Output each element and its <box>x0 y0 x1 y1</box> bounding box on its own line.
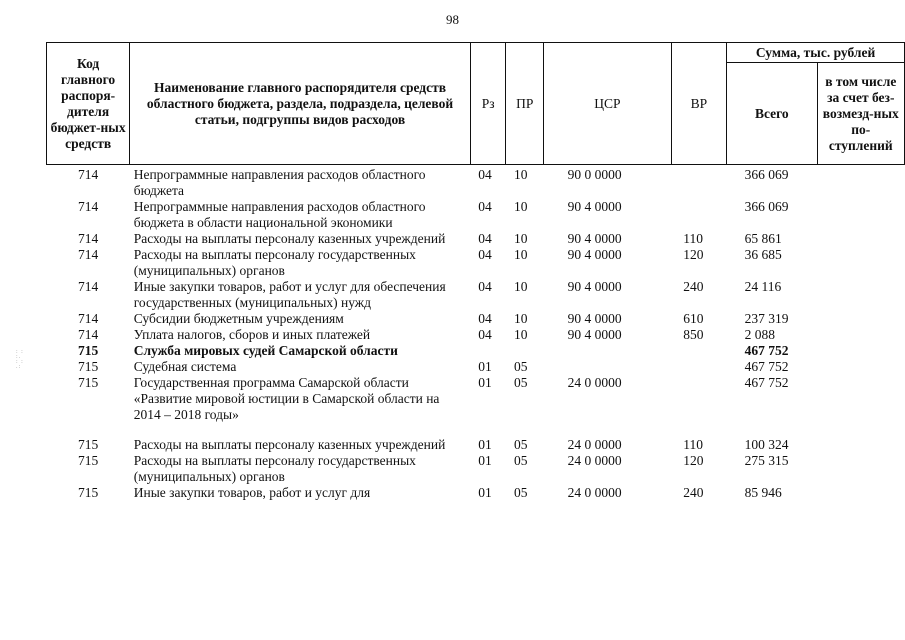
row-rz: 04 <box>478 279 492 294</box>
row-code: 714 <box>77 231 99 246</box>
table-row <box>47 437 905 453</box>
row-total: 467 752 <box>744 375 789 390</box>
row-pr: 10 <box>513 279 528 294</box>
row-pr: 10 <box>513 199 528 214</box>
table-row <box>47 453 905 485</box>
row-pr: 10 <box>513 167 528 182</box>
row-code: 714 <box>77 279 99 294</box>
row-total: 24 116 <box>744 279 782 294</box>
row-name: Иные закупки товаров, работ и услуг для <box>133 485 371 500</box>
table-header <box>47 43 905 165</box>
row-code: 715 <box>77 485 99 500</box>
row-csr: 90 4 0000 <box>567 247 622 262</box>
table-row <box>47 327 905 343</box>
budget-table <box>46 42 905 501</box>
row-total: 467 752 <box>744 343 789 358</box>
row-pr: 05 <box>513 485 528 500</box>
table-body <box>47 165 905 502</box>
row-rz: 04 <box>478 327 492 342</box>
row-vr <box>671 165 726 200</box>
row-total: 100 324 <box>744 437 789 452</box>
row-code: 715 <box>77 375 99 390</box>
row-name: Расходы на выплаты персоналу государственных (муниципальных) органов <box>133 453 416 484</box>
header-vr: ВР <box>671 43 726 165</box>
row-total: 275 315 <box>744 453 789 468</box>
row-name: Иные закупки товаров, работ и услуг для обеспечения государственных (муниципальных) нужд <box>133 279 446 310</box>
row-grants <box>817 199 904 231</box>
row-rz: 04 <box>478 311 492 326</box>
row-csr <box>544 343 672 359</box>
table-row <box>47 247 905 279</box>
row-csr: 24 0 0000 <box>567 437 622 452</box>
table-row <box>47 199 905 231</box>
row-name: Государственная программа Самарской области «Развитие мировой юстиции в Самарской области на 2014 – 2018 годы» <box>133 375 440 422</box>
row-total: 366 069 <box>744 167 789 182</box>
row-rz: 01 <box>478 485 492 500</box>
row-rz: 01 <box>478 359 492 374</box>
row-name: Расходы на выплаты персоналу казенных учреждений <box>133 437 446 452</box>
row-csr: 24 0 0000 <box>567 375 622 390</box>
row-pr: 05 <box>513 453 528 468</box>
row-rz: 01 <box>478 437 492 452</box>
row-code: 715 <box>77 359 99 374</box>
row-vr: 110 <box>683 437 703 452</box>
row-code: 714 <box>77 247 99 262</box>
row-name: Расходы на выплаты персоналу казенных учреждений <box>133 231 446 246</box>
row-rz: 01 <box>478 375 492 390</box>
table-row <box>47 165 905 200</box>
row-vr: 850 <box>683 327 704 342</box>
row-code: 714 <box>77 311 99 326</box>
table-row <box>47 311 905 327</box>
header-pr: ПР <box>506 43 544 165</box>
table-row <box>47 359 905 375</box>
table-row <box>47 375 905 437</box>
row-grants <box>817 453 904 485</box>
row-csr: 90 4 0000 <box>567 327 622 342</box>
row-csr: 24 0 0000 <box>567 453 622 468</box>
row-total: 65 861 <box>744 231 782 246</box>
row-name: Уплата налогов, сборов и иных платежей <box>133 327 371 342</box>
row-code: 715 <box>77 453 99 468</box>
row-name: Расходы на выплаты персоналу государственных (муниципальных) органов <box>133 247 416 278</box>
row-csr <box>544 359 672 375</box>
row-grants <box>817 327 904 343</box>
row-vr: 240 <box>683 485 704 500</box>
header-name: Наименование главного распорядителя средств областного бюджета, раздела, подраздела, целевой статьи, подгруппы видов расходов <box>130 43 471 165</box>
row-csr: 90 4 0000 <box>567 279 622 294</box>
row-rz: 04 <box>478 247 492 262</box>
row-grants <box>817 279 904 311</box>
row-total: 237 319 <box>744 311 789 326</box>
row-grants <box>817 231 904 247</box>
row-grants <box>817 165 904 200</box>
row-name: Служба мировых судей Самарской области <box>133 343 398 358</box>
row-code: 714 <box>77 327 99 342</box>
row-pr: 10 <box>513 231 528 246</box>
row-vr <box>671 199 726 231</box>
row-name: Судебная система <box>133 359 237 374</box>
row-grants <box>817 485 904 501</box>
table-row <box>47 231 905 247</box>
row-csr: 90 4 0000 <box>567 231 622 246</box>
row-pr: 05 <box>513 359 528 374</box>
row-name: Субсидии бюджетным учреждениям <box>133 311 344 326</box>
row-vr: 120 <box>683 453 704 468</box>
header-csr: ЦСР <box>544 43 672 165</box>
row-vr: 240 <box>683 279 704 294</box>
table-row <box>47 485 905 501</box>
row-name: Непрограммные направления расходов областного бюджета <box>133 167 426 198</box>
page-number: 98 <box>446 12 459 27</box>
row-code: 715 <box>77 437 99 452</box>
row-total: 85 946 <box>744 485 782 500</box>
row-grants <box>817 247 904 279</box>
row-pr: 10 <box>513 311 528 326</box>
table-row <box>47 343 905 359</box>
header-grants: в том числе за счет без-возмезд-ных по-ступлений <box>817 63 904 165</box>
row-grants <box>817 311 904 327</box>
scan-speck: : : :. : : .: <box>16 349 24 370</box>
row-rz: 04 <box>478 199 492 214</box>
row-pr: 05 <box>513 437 528 452</box>
row-code: 714 <box>77 167 99 182</box>
row-csr: 90 4 0000 <box>567 311 622 326</box>
row-grants <box>817 375 904 437</box>
header-code: Код главного распоря-дителя бюджет-ных средств <box>47 43 130 165</box>
row-rz: 01 <box>478 453 492 468</box>
row-vr <box>671 343 726 359</box>
row-rz: 04 <box>478 167 492 182</box>
row-pr: 10 <box>513 327 528 342</box>
row-vr <box>671 375 726 437</box>
header-sum-group: Сумма, тыс. рублей <box>727 43 905 63</box>
row-pr <box>506 343 544 359</box>
header-rz: Рз <box>470 43 506 165</box>
row-name: Непрограммные направления расходов областного бюджета в области национальной экономики <box>133 199 426 230</box>
row-csr: 90 0 0000 <box>567 167 622 182</box>
row-total: 366 069 <box>744 199 789 214</box>
row-total: 467 752 <box>744 359 789 374</box>
row-total: 2 088 <box>744 327 775 342</box>
row-csr: 90 4 0000 <box>567 199 622 214</box>
row-grants <box>817 359 904 375</box>
row-vr: 110 <box>683 231 703 246</box>
row-grants <box>817 437 904 453</box>
table-row <box>47 279 905 311</box>
row-total: 36 685 <box>744 247 782 262</box>
row-vr: 610 <box>683 311 704 326</box>
row-pr: 10 <box>513 247 528 262</box>
row-pr: 05 <box>513 375 528 390</box>
row-code: 714 <box>77 199 99 214</box>
row-rz: 04 <box>478 231 492 246</box>
row-code: 715 <box>77 343 99 358</box>
row-vr: 120 <box>683 247 704 262</box>
row-vr <box>671 359 726 375</box>
row-csr: 24 0 0000 <box>567 485 622 500</box>
header-total: Всего <box>727 63 817 165</box>
row-grants <box>817 343 904 359</box>
row-rz <box>470 343 506 359</box>
